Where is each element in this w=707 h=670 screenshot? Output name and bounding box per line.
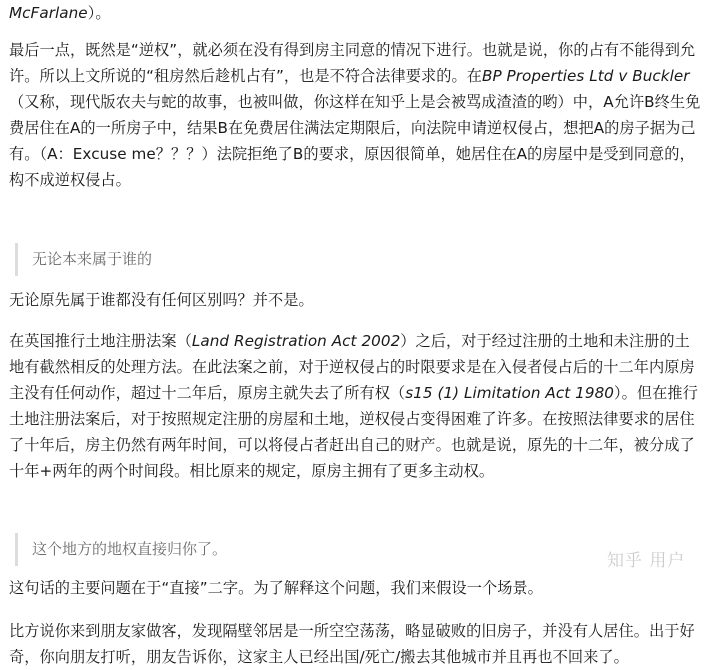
- paragraph-consent-text-b: （又称，现代版农夫与蛇的故事，也被叫做，你这样在知乎上是会被骂成渣渣的哟）中，A允许B终生免费居住在A的一所房子中，结果B在免费居住满法定期限后，向法院申请逆权侵占，想把A的房子据为己有。（A：Excuse me？？？）法院拒绝了B的要求，原因很简单，她居住在A的房屋中是受到同意的，构不成逆权侵占。: [9, 93, 701, 189]
- paragraph-land-registration-text-a: 在英国推行土地注册法案（: [9, 332, 192, 350]
- paragraph-land-registration: [9, 328, 701, 484]
- paragraph-land-registration-text-b: ）之后，对于经过注册的土地和未注册的土地有截然相反的处理方法。在此法案之前，对于逆权侵占的时限要求是在入侵者侵占后的十二年内原房主没有任何动作，超过十二年后，原房主就失去了所有权（: [9, 332, 695, 402]
- paragraph-consent: [9, 37, 701, 193]
- paragraph-scenario: 比方说你来到朋友家做客，发现隔壁邻居是一所空空荡荡，略显破败的旧房子，并没有人居住。出于好奇，你向朋友打听，朋友告诉你，这家主人已经出国/死亡/搬去其他城市并且再也不回来了。: [9, 622, 695, 666]
- case-name-mcfarlane: McFarlane: [9, 4, 88, 22]
- paragraph-land-registration-text-c: ）。但在推行土地注册法案后，对于按照规定注册的房屋和土地，逆权侵占变得困难了许多。在按照法律要求的居住了十年后，房主仍然有两年时间，可以将侵占者赶出自己的财产。也就是说，原先的十二年，被分成了十年+两年的两个时间段。相比原来的规定，原房主拥有了更多主动权。: [9, 384, 698, 480]
- act-name-land-registration: Land Registration Act 2002: [191, 332, 401, 350]
- paragraph-direct-issue: 这句话的主要问题在于“直接”二字。为了解释这个问题，我们来假设一个场景。: [9, 579, 543, 597]
- blockquote-whoever-owned: 无论本来属于谁的: [15, 243, 695, 276]
- paragraph-tail: [9, 0, 111, 26]
- zhihu-watermark: 知乎 用户: [607, 551, 686, 571]
- paragraph-consent-text-a: 最后一点，既然是“逆权”，就必须在没有得到房主同意的情况下进行。也就是说，你的占有不能得到允许。所以上文所说的“租房然后趁机占有”，也是不符合法律要求的。在: [9, 41, 696, 85]
- case-name-bp-properties: BP Properties Ltd v Buckler: [481, 67, 690, 85]
- paragraph-tail-text: ）。: [87, 4, 111, 22]
- blockquote-land-rights: 这个地方的地权直接归你了。: [15, 533, 695, 566]
- act-name-limitation: s15 (1) Limitation Act 1980: [405, 384, 614, 402]
- paragraph-question: 无论原先属于谁都没有任何区别吗？并不是。: [9, 291, 314, 309]
